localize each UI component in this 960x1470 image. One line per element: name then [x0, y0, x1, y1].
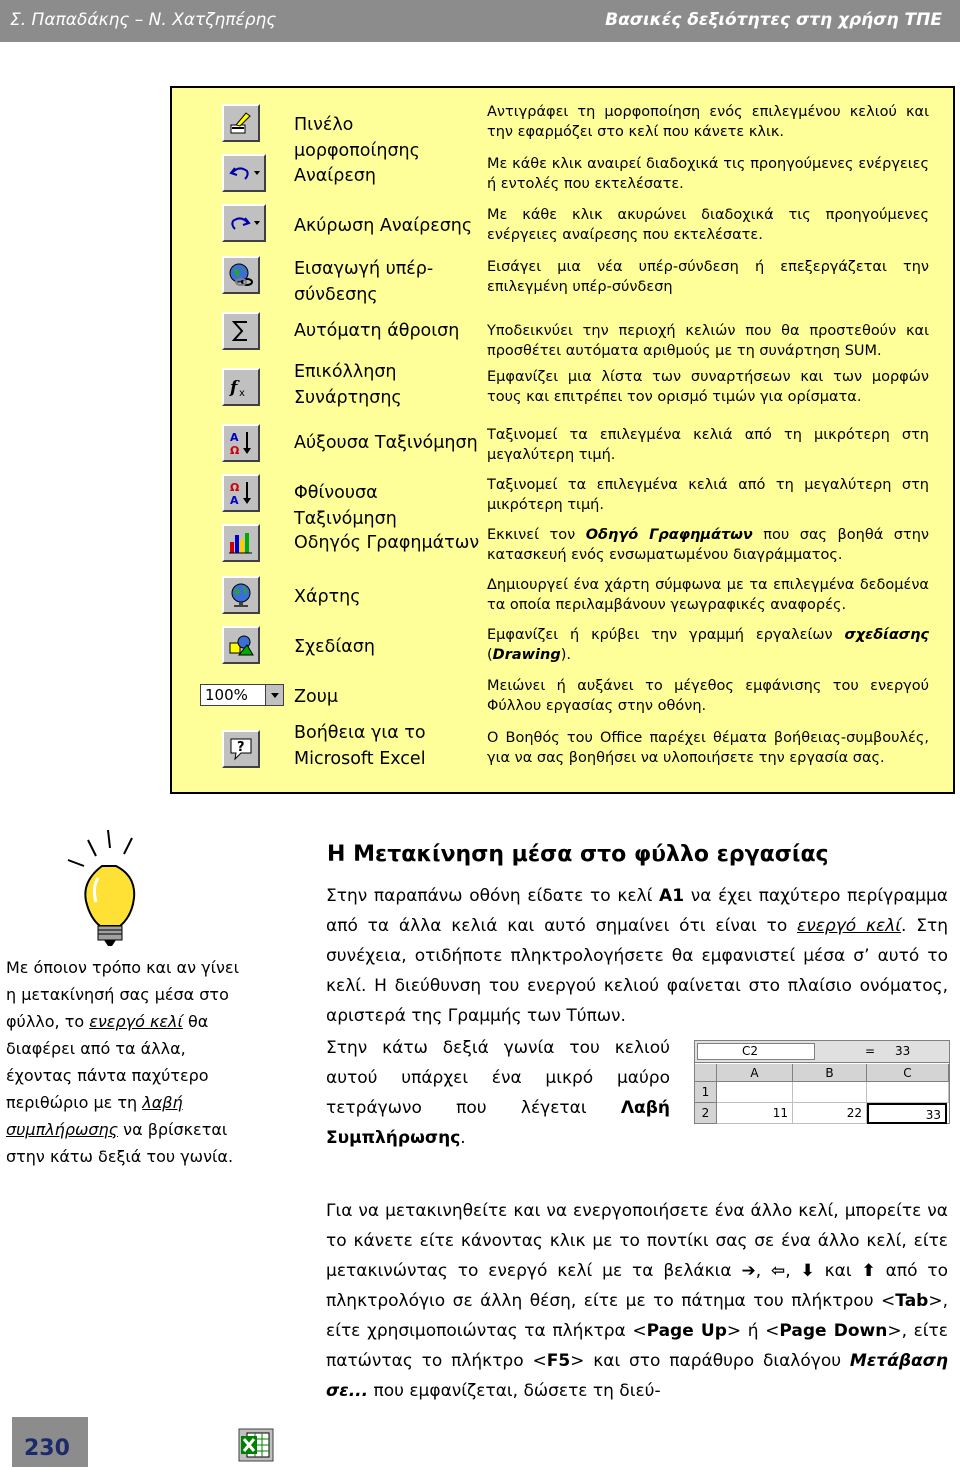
row-name: Αύξουσα Ταξινόμηση — [294, 433, 478, 453]
spreadsheet-snippet — [694, 1040, 950, 1124]
map-icon — [222, 576, 260, 614]
hyperlink-icon — [222, 256, 260, 294]
row-name: Εισαγωγή υπέρ-σύνδεσης — [294, 259, 434, 305]
row-name: Οδηγός Γραφημάτων — [294, 533, 480, 553]
header-authors: Σ. Παπαδάκης – Ν. Χατζηπέρης — [10, 10, 277, 30]
cell-a1 — [717, 1082, 793, 1103]
formula-bar — [695, 1041, 949, 1063]
toolbar-buttons-table — [170, 86, 955, 794]
header-book-title: Βασικές δεξιότητες στη χρήση ΤΠΕ — [605, 10, 942, 30]
table-row — [172, 300, 953, 359]
row-header-2: 2 — [695, 1103, 717, 1124]
row-desc: Ο Βοηθός του Office παρέχει θέματα βοήθειας-συμβουλές, για να σας βοηθήσει να υλοποιήσετε την εργασία σας. — [487, 730, 929, 766]
format-painter-icon — [222, 104, 260, 142]
column-header-c: C — [867, 1064, 949, 1082]
formula-equals: = — [865, 1044, 876, 1058]
page-header — [0, 0, 960, 42]
table-row — [172, 420, 953, 470]
help-icon — [222, 730, 260, 768]
arrow-left-icon: ⇦ — [771, 1261, 786, 1281]
table-row — [172, 470, 953, 529]
excel-icon — [238, 1428, 274, 1466]
lightbulb-icon — [62, 826, 172, 955]
table-row — [172, 188, 953, 243]
row-name: Βοήθεια για το Microsoft Excel — [294, 723, 426, 769]
row-name: Φθίνουσα Ταξινόμηση — [294, 483, 397, 529]
chart-wizard-icon — [222, 524, 260, 562]
table-row — [172, 88, 953, 161]
svg-text:x: x — [239, 388, 245, 399]
row-name: Σχεδίαση — [294, 637, 375, 657]
paragraph-1: Στην παραπάνω οθόνη είδατε το κελί A1 να έχει παχύτερο περίγραμμα από τα άλλα κελιά και αυτό σημαίνει ότι είναι το ενεργό κελί. Στη συνέχεια, οτιδήποτε πληκτρολογήσετε θα εμφανιστεί μέσα σ’ αυτό το κελί. Η διεύθυνση του ενεργού κελιού φαίνεται στο πλαίσιο ονόματος, αριστερά της Γραμμής των Τύπων. — [326, 886, 948, 1026]
row-desc: Με κάθε κλικ ακυρώνει διαδοχικά τις προηγούμενες ενέργειες αναίρεσης που εκτελέσατε. — [487, 207, 929, 243]
row-name: Ζουμ — [294, 687, 338, 707]
table-row — [172, 570, 953, 620]
row-name: Αναίρεση — [294, 166, 376, 186]
row-desc: Εισάγει μια νέα υπέρ-σύνδεση ή επεξεργάζεται την επιλεγμένη υπέρ-σύνδεση — [487, 259, 929, 295]
row-name: Αυτόματη άθροιση — [294, 321, 460, 341]
sort-descending-icon — [222, 474, 260, 512]
paragraph-2: Στην κάτω δεξιά γωνία του κελιού αυτού υπάρχει ένα μικρό μαύρο τετράγωνο που λέγεται Λαβή Συμπλήρωσης. — [326, 1038, 670, 1148]
paste-function-icon — [222, 368, 260, 406]
redo-icon — [222, 204, 266, 242]
row-name: Χάρτης — [294, 587, 361, 607]
row-name: Ακύρωση Αναίρεσης — [294, 216, 473, 236]
table-row — [172, 670, 953, 720]
svg-text:f: f — [230, 378, 238, 398]
cell-c1 — [867, 1082, 949, 1103]
svg-text:Ω: Ω — [230, 444, 240, 457]
arrow-up-icon: ⬆ — [861, 1261, 876, 1281]
column-header-b: B — [793, 1064, 867, 1082]
row-desc: Ταξινομεί τα επιλεγμένα κελιά από τη μικρότερη στη μεγαλύτερη τιμή. — [487, 427, 929, 463]
formula-value: 33 — [895, 1044, 911, 1058]
svg-text:?: ? — [237, 740, 245, 755]
svg-text:A: A — [230, 494, 239, 507]
table-row — [172, 138, 953, 192]
cell-b1 — [793, 1082, 867, 1103]
row-name: Πινέλο μορφοποίησης — [294, 115, 420, 161]
zoom-value: 100% — [205, 686, 248, 704]
autosum-icon — [222, 312, 260, 350]
row-desc: Εμφανίζει μια λίστα των συναρτήσεων και των μορφών τους και επιτρέπει τον ορισμό τιμών για ορίσματα. — [487, 369, 929, 405]
row-desc: Μειώνει ή αυξάνει το μέγεθος εμφάνισης του ενεργού Φύλλου εργασίας στην οθόνη. — [487, 678, 929, 714]
side-note: Με όποιον τρόπο και αν γίνει η μετακίνησή σας μέσα στο φύλλο, το ενεργό κελί θα διαφέρει από τα άλλα, έχοντας πάντα παχύτερο περιθώριο με τη λαβή συμπλήρωσης να βρίσκεται στην κάτω δεξιά του γωνία. — [6, 958, 239, 1166]
zoom-dropdown — [200, 684, 284, 706]
paragraph-3: Για να μετακινηθείτε και να ενεργοποιήσετε ένα άλλο κελί, μπορείτε να το κάνετε είτε κάνοντας κλικ με το ποντίκι σας σε ένα άλλο κελί, είτε μετακινώντας το ενεργό κελί με τα βελάκια ➔, ⇦, ⬇ και ⬆ από το πληκτρολόγιο σε άλλη θέση, είτε με το πάτημα του πλήκτρου <Tab>, είτε χρησιμοποιώντας τα πλήκτρα <Page Up> ή <Page Down>, είτε πατώντας το πλήκτρο <F5> και στο παράθυρο διαλόγου Μετάβαση σε... που εμφανίζεται, δώσετε τη διεύ- — [326, 1201, 949, 1401]
table-row — [172, 720, 953, 792]
arrow-down-icon: ⬇ — [800, 1261, 815, 1281]
cell-b2: 22 — [793, 1103, 867, 1124]
row-name: Επικόλληση Συνάρτησης — [294, 362, 402, 408]
arrow-right-icon: ➔ — [741, 1261, 756, 1281]
table-row — [172, 520, 953, 570]
svg-text:A: A — [230, 431, 239, 444]
sort-ascending-icon — [222, 424, 260, 462]
row-desc: Υποδεικνύει την περιοχή κελιών που θα προστεθούν και προσθέτει αυτόματα αριθμούς με τη συνάρτηση SUM. — [487, 323, 929, 359]
chevron-down-icon — [265, 685, 283, 705]
corner-header — [695, 1064, 717, 1082]
undo-icon — [222, 154, 266, 192]
cell-a2: 11 — [717, 1103, 793, 1124]
svg-text:Ω: Ω — [230, 481, 240, 494]
table-row — [172, 238, 953, 305]
row-header-1: 1 — [695, 1082, 717, 1103]
column-header-a: A — [717, 1064, 793, 1082]
name-box: C2 — [697, 1043, 815, 1060]
table-row — [172, 620, 953, 670]
row-desc: Αντιγράφει τη μορφοποίηση ενός επιλεγμένου κελιού και την εφαρμόζει στο κελί που κάνετε κλικ. — [487, 104, 929, 140]
row-desc: Ταξινομεί τα επιλεγμένα κελιά από τη μεγαλύτερη στη μικρότερη τιμή. — [487, 477, 929, 513]
page-number: 230 — [24, 1436, 70, 1461]
row-desc: Με κάθε κλικ αναιρεί διαδοχικά τις προηγούμενες ενέργειες ή εντολές που εκτελέσατε. — [487, 156, 929, 192]
row-desc: Εκκινεί τον Οδηγό Γραφημάτων που σας βοηθά στην κατασκευή ενός ενσωματωμένου διαγράμματος. — [487, 527, 929, 563]
table-row — [172, 356, 953, 420]
section-title: Η Μετακίνηση μέσα στο φύλλο εργασίας — [327, 842, 829, 867]
drawing-icon — [222, 626, 260, 664]
active-cell-c2: 33 — [867, 1103, 947, 1124]
row-desc: Δημιουργεί ένα χάρτη σύμφωνα με τα επιλεγμένα δεδομένα τα οποία περιλαμβάνουν γεωγραφικές αναφορές. — [487, 577, 929, 613]
row-desc: Εμφανίζει ή κρύβει την γραμμή εργαλείων σχεδίασης (Drawing). — [487, 627, 929, 663]
